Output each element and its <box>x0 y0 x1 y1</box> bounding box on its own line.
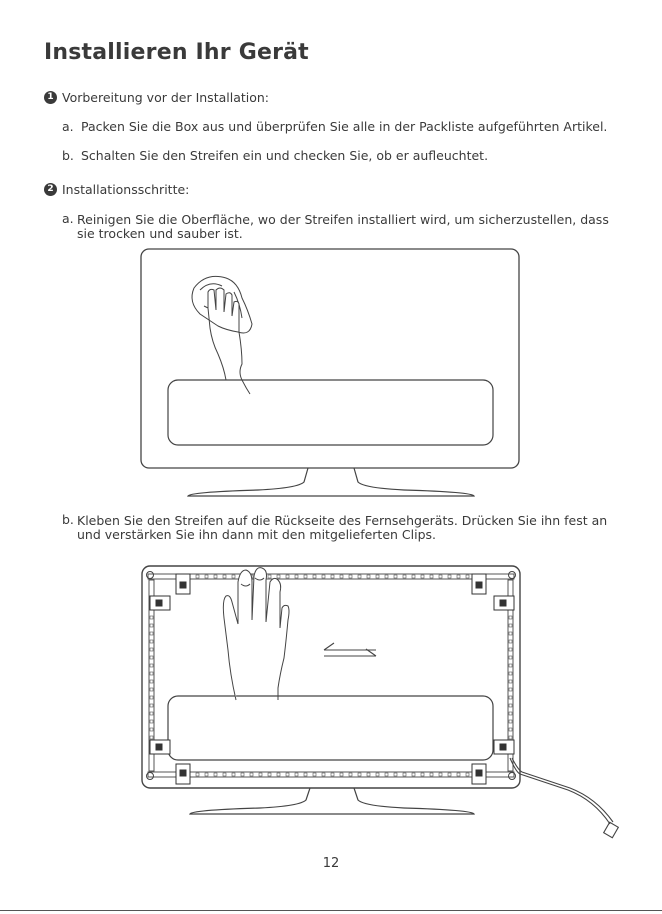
led-chip <box>509 624 512 627</box>
led-chip <box>509 672 512 675</box>
led-chip <box>385 773 388 776</box>
tv-panel <box>168 696 493 760</box>
list-item <box>62 148 488 163</box>
page-number: 12 <box>322 856 340 871</box>
led-chip <box>150 736 153 739</box>
led-chip <box>150 720 153 723</box>
list-item-text: Schalten Sie den Streifen ein und checken Sie, ob er aufleuchtet. <box>80 148 489 163</box>
led-chip <box>286 773 289 776</box>
step-number-badge: 2 <box>44 183 57 196</box>
led-chip <box>150 648 153 651</box>
led-chip <box>509 656 512 659</box>
list-item-label: a. <box>62 211 74 226</box>
led-chip <box>150 632 153 635</box>
led-chip <box>322 773 325 776</box>
list-item <box>62 514 610 542</box>
tv-screen-reflection <box>168 380 493 445</box>
led-chip <box>466 575 469 578</box>
led-chip <box>214 773 217 776</box>
led-chip <box>150 688 153 691</box>
led-chip <box>250 773 253 776</box>
led-chip <box>509 688 512 691</box>
led-chip <box>509 720 512 723</box>
list-item-text: Reinigen Sie die Oberfläche, wo der Streifen installiert wird, um sicherzustellen, dass sie trocken und sauber ist. <box>77 212 609 241</box>
tv-stand <box>188 468 474 496</box>
led-chip <box>214 575 217 578</box>
led-chip <box>150 616 153 619</box>
led-chip <box>150 704 153 707</box>
led-chip <box>322 575 325 578</box>
led-chip <box>331 575 334 578</box>
section-2-title: Installationsschritte: <box>62 182 190 197</box>
led-chip <box>509 712 512 715</box>
led-chip <box>509 680 512 683</box>
led-chip <box>259 773 262 776</box>
pressing-hand-icon <box>223 568 289 700</box>
double-arrow-icon <box>324 643 376 656</box>
led-segments-top <box>196 575 469 578</box>
led-chip <box>277 575 280 578</box>
led-chip <box>349 575 352 578</box>
footer-divider <box>0 910 662 911</box>
led-chip <box>340 575 343 578</box>
led-chip <box>439 773 442 776</box>
led-chip <box>150 624 153 627</box>
led-chip <box>509 704 512 707</box>
led-chip <box>509 640 512 643</box>
led-chip <box>196 773 199 776</box>
led-chip <box>304 575 307 578</box>
led-chip <box>448 773 451 776</box>
page-title: Installieren Ihr Gerät <box>44 40 309 65</box>
led-chip <box>376 773 379 776</box>
led-chip <box>358 575 361 578</box>
section-2-heading <box>44 182 189 197</box>
led-chip <box>286 575 289 578</box>
led-chip <box>223 773 226 776</box>
led-chip <box>394 773 397 776</box>
list-item <box>62 119 607 134</box>
led-chip <box>457 773 460 776</box>
led-chip <box>385 575 388 578</box>
led-chip <box>150 680 153 683</box>
led-chip <box>376 575 379 578</box>
led-chip <box>367 773 370 776</box>
mounting-clips <box>150 574 514 784</box>
led-chip <box>466 773 469 776</box>
led-chip <box>509 616 512 619</box>
led-chip <box>150 640 153 643</box>
led-chip <box>403 575 406 578</box>
led-chip <box>403 773 406 776</box>
step-number-badge: 1 <box>44 91 57 104</box>
led-segments-right <box>509 616 512 739</box>
led-segments-bottom <box>196 773 469 776</box>
corner-screws <box>147 572 516 780</box>
led-chip <box>367 575 370 578</box>
tv-frame <box>141 249 519 468</box>
led-chip <box>205 575 208 578</box>
list-item-label: b. <box>62 512 74 527</box>
led-chip <box>232 575 235 578</box>
led-chip <box>421 773 424 776</box>
led-chip <box>150 712 153 715</box>
led-chip <box>439 575 442 578</box>
led-chip <box>430 575 433 578</box>
led-chip <box>268 575 271 578</box>
led-chip <box>430 773 433 776</box>
led-chip <box>205 773 208 776</box>
led-chip <box>340 773 343 776</box>
led-chip <box>358 773 361 776</box>
led-chip <box>150 664 153 667</box>
list-item-label: b. <box>62 148 74 163</box>
section-1-heading <box>44 90 269 105</box>
led-chip <box>313 575 316 578</box>
led-chip <box>509 736 512 739</box>
led-chip <box>412 575 415 578</box>
led-chip <box>509 632 512 635</box>
tv-frame <box>142 566 520 788</box>
led-chip <box>304 773 307 776</box>
led-chip <box>295 575 298 578</box>
led-chip <box>412 773 415 776</box>
led-chip <box>394 575 397 578</box>
led-strip <box>148 574 514 777</box>
led-chip <box>448 575 451 578</box>
led-chip <box>313 773 316 776</box>
tv-stand <box>190 788 474 814</box>
led-chip <box>509 728 512 731</box>
led-chip <box>277 773 280 776</box>
list-item-text: Kleben Sie den Streifen auf die Rückseite des Fernsehgeräts. Drücken Sie ihn fest an und verstärken Sie ihn dann mit den mitgelieferten Clips. <box>77 513 608 542</box>
led-chip <box>509 648 512 651</box>
led-chip <box>268 773 271 776</box>
hand-with-cloth-icon <box>192 276 252 394</box>
tv-back-led-strip-illustration <box>138 562 634 844</box>
led-chip <box>150 672 153 675</box>
list-item-text: Packen Sie die Box aus und überprüfen Sie alle in der Packliste aufgeführten Artikel. <box>80 119 608 134</box>
power-cable <box>510 758 618 838</box>
led-segments-left <box>150 616 153 739</box>
led-chip <box>241 773 244 776</box>
section-1-title: Vorbereitung vor der Installation: <box>62 90 270 105</box>
list-item-label: a. <box>62 119 74 134</box>
led-chip <box>509 664 512 667</box>
led-chip <box>150 696 153 699</box>
led-chip <box>331 773 334 776</box>
led-chip <box>421 575 424 578</box>
led-chip <box>349 773 352 776</box>
led-chip <box>223 575 226 578</box>
led-chip <box>150 728 153 731</box>
led-chip <box>232 773 235 776</box>
led-chip <box>196 575 199 578</box>
tv-cleaning-illustration <box>138 246 524 502</box>
led-chip <box>295 773 298 776</box>
led-chip <box>457 575 460 578</box>
list-item <box>62 213 610 241</box>
led-chip <box>150 656 153 659</box>
led-chip <box>509 696 512 699</box>
